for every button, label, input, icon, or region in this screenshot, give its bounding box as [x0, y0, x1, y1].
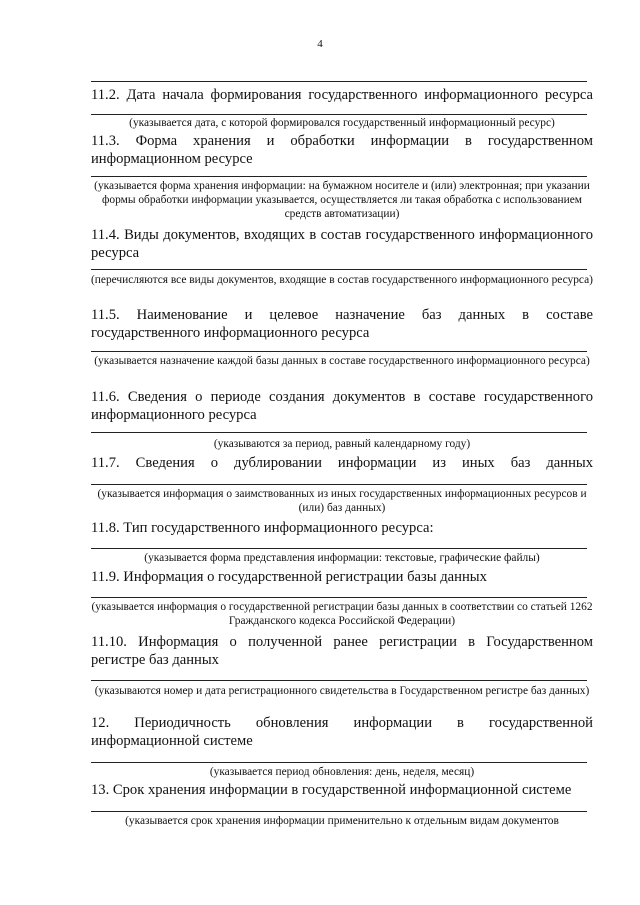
- section-title: 11.9. Информация о государственной регистрации базы данных: [91, 569, 487, 585]
- section-title: 11.3. Форма хранения и обработки информации в государственном информационном ресурсе: [91, 133, 593, 167]
- fill-line: [91, 548, 587, 549]
- fill-line: [91, 269, 587, 270]
- section-title: 11.7. Сведения о дублировании информации из иных баз данных: [91, 455, 593, 471]
- section-note: (указывается форма хранения информации: на бумажном носителе и (или) электронная; при указании формы обработки информации указывается, осуществляется ли такая обработка с использованием средств автоматизации): [94, 180, 590, 220]
- fill-line: [91, 81, 587, 82]
- section-note: (указывается форма представления информации: текстовые, графические файлы): [144, 552, 540, 564]
- section-note: (указывается дата, с которой формировался государственный информационный ресурс): [129, 117, 555, 129]
- section-title: 11.6. Сведения о периоде создания документов в составе государственного информационного ресурса: [91, 389, 593, 423]
- fill-line: [91, 114, 587, 115]
- fill-line: [91, 432, 587, 433]
- page-number: 4: [317, 38, 323, 50]
- fill-line: [91, 484, 587, 485]
- section-title: 11.10. Информация о полученной ранее регистрации в Государственном регистре баз данных: [91, 634, 593, 668]
- section-note: (перечисляются все виды документов, входящие в состав государственного информационного ресурса): [91, 274, 593, 286]
- fill-line: [91, 351, 587, 352]
- section-title: 11.8. Тип государственного информационного ресурса:: [91, 520, 434, 536]
- section-title: 12. Периодичность обновления информации в государственной информационной системе: [91, 715, 593, 749]
- section-note: (указывается информация о государственной регистрации базы данных в соответствии со статьей 1262 Гражданского кодекса Российской Федерации): [91, 601, 593, 627]
- section-note: (указываются номер и дата регистрационного свидетельства в Государственном регистре баз данных): [94, 685, 590, 697]
- section-note: (указывается срок хранения информации применительно к отдельным видам документов: [125, 815, 559, 827]
- fill-line: [91, 762, 587, 763]
- fill-line: [91, 811, 587, 812]
- section-title: 13. Срок хранения информации в государственной информационной системе: [91, 782, 572, 798]
- section-title: 11.4. Виды документов, входящих в состав государственного информационного ресурса: [91, 227, 593, 261]
- fill-line: [91, 680, 587, 681]
- section-title: 11.2. Дата начала формирования государственного информационного ресурса: [91, 87, 593, 103]
- section-note: (указывается период обновления: день, неделя, месяц): [209, 766, 475, 778]
- section-note: (указывается информация о заимствованных из иных государственных информационных ресурсов и (или) баз данных): [97, 488, 587, 514]
- section-note: (указываются за период, равный календарному году): [213, 438, 471, 450]
- section-title: 11.5. Наименование и целевое назначение баз данных в составе государственного информационного ресурса: [91, 307, 593, 341]
- fill-line: [91, 176, 587, 177]
- section-note: (указывается назначение каждой базы данных в составе государственного информационного ресурса): [94, 355, 590, 367]
- fill-line: [91, 597, 587, 598]
